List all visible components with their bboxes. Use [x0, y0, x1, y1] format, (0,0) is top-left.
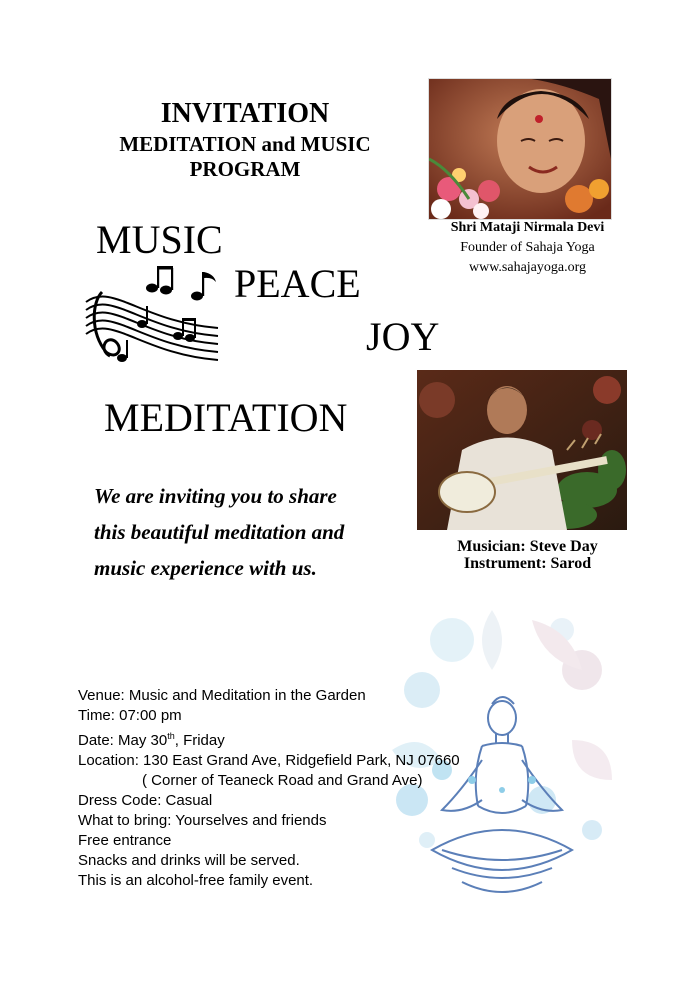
alcohol-free-text: This is an alcohol-free family event. [78, 872, 314, 889]
date-day: , Friday [174, 732, 225, 749]
word-music: MUSIC [96, 217, 223, 262]
program-title-line2: PROGRAM [189, 157, 301, 181]
founder-role: Founder of Sahaja Yoga [460, 240, 595, 255]
time-text: Time: 07:00 pm [78, 707, 182, 724]
date-prefix: Date: May 30 [78, 732, 168, 749]
date-text [78, 726, 460, 751]
entrance-text: Free entrance [78, 832, 172, 849]
word-peace: PEACE [234, 261, 361, 306]
dress-code-text: Dress Code: Casual [78, 792, 213, 809]
location-text: Location: 130 East Grand Ave, Ridgefield Park, NJ 07660 [78, 752, 460, 769]
word-meditation: MEDITATION [104, 395, 348, 440]
musician-photo [417, 370, 627, 530]
musician-name: Musician: Steve Day [457, 538, 598, 555]
invite-line1: We are inviting you to share [94, 484, 337, 508]
word-joy: JOY [366, 314, 440, 359]
founder-website: www.sahajayoga.org [468, 260, 587, 275]
venue-text: Venue: Music and Meditation in the Garden [78, 687, 366, 704]
location-note: ( Corner of Teaneck Road and Grand Ave) [142, 772, 423, 789]
music-notes-icon [82, 262, 222, 372]
musician-instrument: Instrument: Sarod [463, 555, 592, 572]
date-suffix-sup: th [167, 731, 175, 741]
invitation-title: INVITATION [160, 98, 330, 129]
founder-caption [425, 218, 630, 278]
founder-name: Shri Mataji Nirmala Devi [450, 220, 605, 235]
invite-line2: this beautiful meditation and [94, 520, 345, 544]
invitation-message [94, 478, 414, 586]
event-details [78, 686, 460, 891]
snacks-text: Snacks and drinks will be served. [78, 852, 300, 869]
founder-photo [428, 78, 612, 220]
invite-line3: music experience with us. [94, 556, 317, 580]
musician-caption [425, 538, 630, 572]
what-to-bring-text: What to bring: Yourselves and friends [78, 812, 327, 829]
program-title-line1: MEDITATION and MUSIC [119, 132, 371, 156]
